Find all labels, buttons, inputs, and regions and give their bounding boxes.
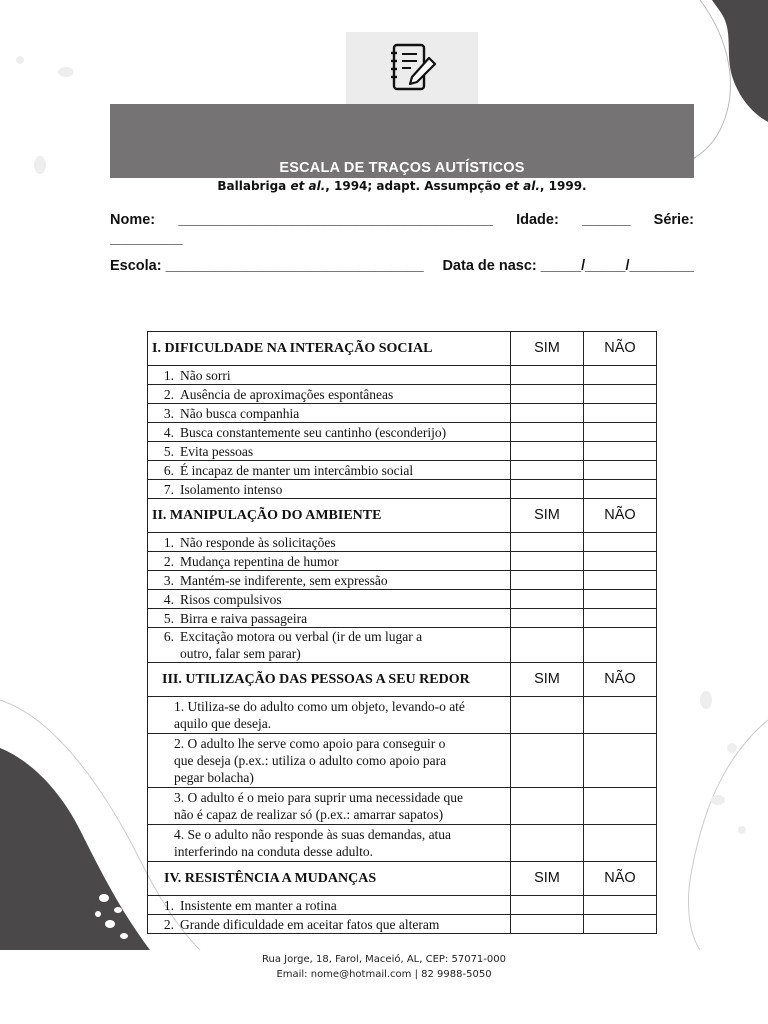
sim-header: SIM [511, 499, 584, 533]
item-text: Não sorri [180, 367, 231, 383]
sim-checkbox[interactable] [511, 896, 584, 915]
sim-header: SIM [511, 663, 584, 697]
section-header [148, 499, 657, 533]
item-text: É incapaz de manter um intercâmbio social [180, 462, 414, 478]
table-row [148, 609, 657, 628]
sim-checkbox[interactable] [511, 788, 584, 825]
nao-checkbox[interactable] [584, 628, 657, 663]
item-number: 1. [163, 897, 174, 913]
item-text: Não busca companhia [180, 405, 300, 421]
nao-checkbox[interactable] [584, 552, 657, 571]
nao-checkbox[interactable] [584, 533, 657, 552]
item-text: 3. O adulto é o meio para suprir uma necessidade que [174, 790, 464, 805]
nao-header: NÃO [584, 332, 657, 366]
sim-header: SIM [511, 332, 584, 366]
item-number: 4. [163, 591, 174, 607]
serie-field[interactable]: _________ [110, 231, 183, 247]
sim-checkbox[interactable] [511, 385, 584, 404]
item-text: Risos compulsivos [180, 591, 282, 607]
sim-checkbox[interactable] [511, 533, 584, 552]
nao-checkbox[interactable] [584, 423, 657, 442]
nao-checkbox[interactable] [584, 366, 657, 385]
logo [346, 32, 478, 104]
item-number: 3. [163, 572, 174, 588]
nao-checkbox[interactable] [584, 461, 657, 480]
item-text: Insistente em manter a rotina [180, 897, 337, 913]
sim-checkbox[interactable] [511, 404, 584, 423]
sim-checkbox[interactable] [511, 461, 584, 480]
table-row [148, 366, 657, 385]
sim-checkbox[interactable] [511, 571, 584, 590]
section-header [148, 663, 657, 697]
table-row [148, 571, 657, 590]
citation-etal-2: et al. [505, 179, 540, 193]
item-number: 5. [163, 610, 174, 626]
item-text: 4. Se o adulto não responde às suas demandas, atua [174, 827, 452, 842]
sim-checkbox[interactable] [511, 825, 584, 862]
sim-checkbox[interactable] [511, 423, 584, 442]
serie-label: Série: [653, 212, 694, 228]
item-number: 1. [163, 534, 174, 550]
table-row [148, 590, 657, 609]
item-text-cont: aquilo que deseja. [174, 716, 272, 731]
form-line-escola [110, 258, 694, 274]
section-title: I. DIFICULDADE NA INTERAÇÃO SOCIAL [148, 332, 511, 366]
citation-etal-1: et al. [290, 179, 326, 193]
item-number: 3. [163, 405, 174, 421]
section-title: IV. RESISTÊNCIA A MUDANÇAS [148, 862, 511, 896]
nome-label: Nome: [110, 212, 156, 228]
item-number: 2. [163, 386, 174, 402]
table-row [148, 404, 657, 423]
nao-checkbox[interactable] [584, 590, 657, 609]
item-text: Isolamento intenso [180, 481, 283, 497]
nao-checkbox[interactable] [584, 404, 657, 423]
table-row [148, 697, 657, 734]
item-text-cont: pegar bolacha) [174, 770, 254, 785]
datanasc-field[interactable]: _____/_____/________ [540, 258, 694, 274]
sim-checkbox[interactable] [511, 628, 584, 663]
page-title: ESCALA DE TRAÇOS AUTÍSTICOS [279, 160, 525, 176]
sim-checkbox[interactable] [511, 442, 584, 461]
table-row [148, 734, 657, 788]
sim-checkbox[interactable] [511, 552, 584, 571]
idade-label: Idade: [516, 212, 559, 228]
item-number: 5. [163, 443, 174, 459]
sim-checkbox[interactable] [511, 734, 584, 788]
item-number: 6. [163, 629, 174, 644]
sim-checkbox[interactable] [511, 915, 584, 934]
table-row [148, 628, 657, 663]
sim-checkbox[interactable] [511, 480, 584, 499]
item-text-cont: não é capaz de realizar só (p.ex.: amarrar sapatos) [174, 807, 444, 822]
sim-header: SIM [511, 862, 584, 896]
nao-header: NÃO [584, 499, 657, 533]
nao-checkbox[interactable] [584, 697, 657, 734]
table-row [148, 461, 657, 480]
sim-checkbox[interactable] [511, 697, 584, 734]
citation-mid: , 1994; adapt. Assumpção [325, 179, 506, 193]
footer-contact: Email: nome@hotmail.com | 82 9988-5050 [276, 969, 492, 980]
table-row [148, 423, 657, 442]
nao-checkbox[interactable] [584, 915, 657, 934]
sim-checkbox[interactable] [511, 366, 584, 385]
nao-checkbox[interactable] [584, 896, 657, 915]
nao-header: NÃO [584, 663, 657, 697]
nao-checkbox[interactable] [584, 788, 657, 825]
section-title: II. MANIPULAÇÃO DO AMBIENTE [148, 499, 511, 533]
nao-header: NÃO [584, 862, 657, 896]
autism-scale-table [147, 331, 657, 934]
table-row [148, 915, 657, 934]
nome-field[interactable]: _______________________________________ [178, 212, 493, 228]
escola-label: Escola: [110, 258, 162, 274]
title-banner [110, 104, 694, 178]
idade-field[interactable]: ______ [582, 212, 631, 228]
section-header [148, 862, 657, 896]
item-text: Birra e raiva passageira [180, 610, 308, 626]
item-number: 1. [163, 367, 174, 383]
table-row [148, 552, 657, 571]
section-header [148, 332, 657, 366]
footer [0, 952, 768, 982]
escola-field[interactable]: ________________________________ [165, 258, 424, 274]
form-line-serie [110, 231, 694, 247]
section-title: III. UTILIZAÇÃO DAS PESSOAS A SEU REDOR [148, 663, 511, 697]
table-row [148, 442, 657, 461]
item-number: 2. [163, 553, 174, 569]
item-text: Não responde às solicitações [180, 534, 336, 550]
item-text: Evita pessoas [180, 443, 254, 459]
table-row [148, 533, 657, 552]
footer-address: Rua Jorge, 18, Farol, Maceió, AL, CEP: 57071-000 [261, 954, 506, 965]
table-row [148, 896, 657, 915]
table-row [148, 385, 657, 404]
item-text: Mantém-se indiferente, sem expressão [180, 572, 388, 588]
item-text: Mudança repentina de humor [180, 553, 339, 569]
item-number: 7. [163, 481, 174, 497]
item-text: Excitação motora ou verbal (ir de um lugar a [180, 629, 423, 644]
item-text-cont: outro, falar sem parar) [180, 646, 301, 661]
item-number: 6. [163, 462, 174, 478]
item-text: Busca constantemente seu cantinho (esconderijo) [180, 424, 447, 440]
form-line-nome [110, 212, 694, 228]
item-text: 2. O adulto lhe serve como apoio para conseguir o [174, 736, 446, 751]
item-number: 4. [163, 424, 174, 440]
sim-checkbox[interactable] [511, 590, 584, 609]
nao-checkbox[interactable] [584, 609, 657, 628]
item-text: Grande dificuldade em aceitar fatos que alteram [180, 916, 440, 932]
item-text: Ausência de aproximações espontâneas [180, 386, 394, 402]
nao-checkbox[interactable] [584, 385, 657, 404]
nao-checkbox[interactable] [584, 571, 657, 590]
item-text: 1. Utiliza-se do adulto como um objeto, levando-o até [174, 699, 465, 714]
citation [110, 179, 694, 193]
table-row [148, 788, 657, 825]
citation-suffix: , 1999. [539, 179, 587, 193]
item-number: 2. [163, 916, 174, 932]
item-text-cont: interferindo na conduta desse adulto. [174, 844, 374, 859]
datanasc-label: Data de nasc: [442, 258, 537, 274]
table-row [148, 825, 657, 862]
notebook-pencil-icon [385, 42, 439, 94]
table-row [148, 480, 657, 499]
sim-checkbox[interactable] [511, 609, 584, 628]
citation-prefix: Ballabriga [217, 179, 291, 193]
nao-checkbox[interactable] [584, 825, 657, 862]
nao-checkbox[interactable] [584, 442, 657, 461]
nao-checkbox[interactable] [584, 480, 657, 499]
item-text-cont: que deseja (p.ex.: utiliza o adulto como apoio para [174, 753, 447, 768]
nao-checkbox[interactable] [584, 734, 657, 788]
